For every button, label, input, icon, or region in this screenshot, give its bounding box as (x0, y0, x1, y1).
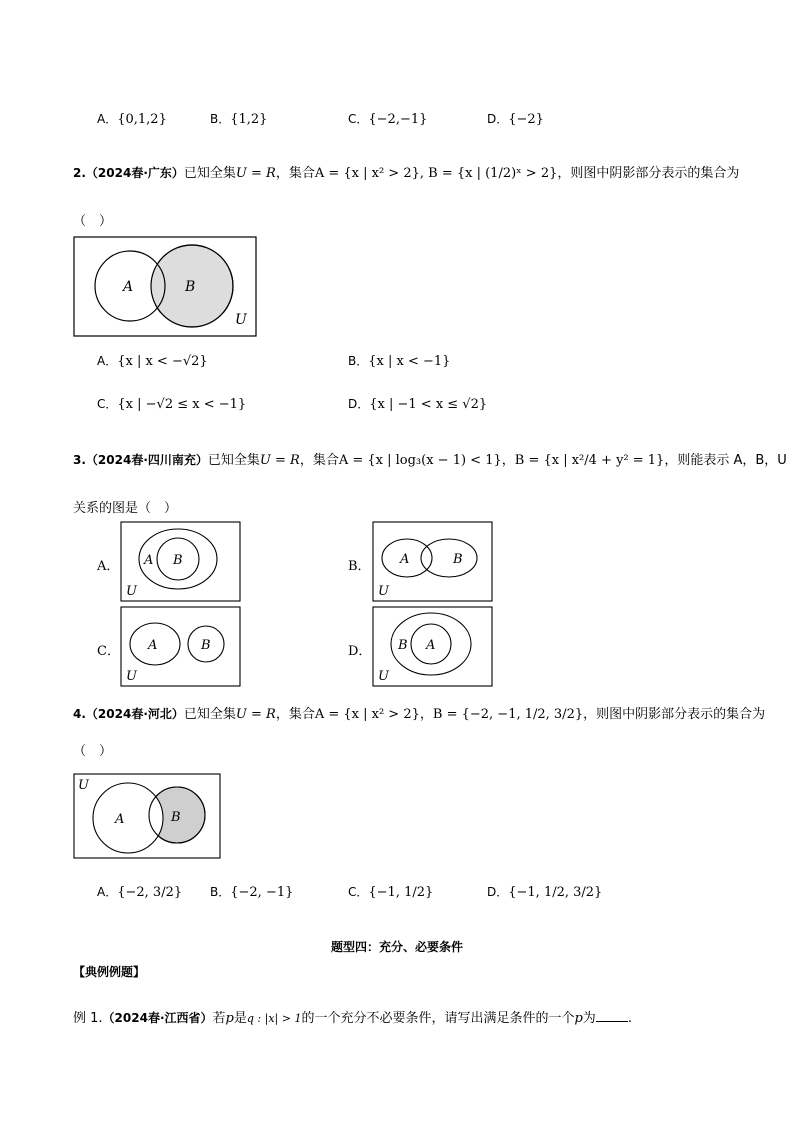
svg-text:B: B (453, 552, 463, 567)
q3-option-c-label: C． (97, 644, 120, 659)
svg-text:B: B (173, 553, 183, 568)
q4-option-a: A．{−2, 3/2} (97, 885, 183, 900)
svg-text:A: A (148, 638, 158, 653)
q3-option-a-diagram (120, 521, 241, 602)
q4-option-c: C．{−1, 1/2} (348, 885, 434, 900)
svg-text:A: A (144, 553, 154, 568)
q2-paren: （ ） (73, 214, 113, 229)
q4-venn-diagram (73, 773, 222, 860)
q4-stem: 4.（2024春·河北）已知全集U = R，集合A = {x | x² > 2}，B = {−2, −1, 1/2, 3/2}，则图中阴影部分表示的集合为 (73, 707, 766, 722)
q2-option-d: D．{x | −1 < x ≤ √2} (348, 397, 488, 412)
q4-option-b: B．{−2, −1} (210, 885, 294, 900)
section-title: 题型四：充分、必要条件 (330, 940, 463, 954)
q1-option-c: C．{−2,−1} (348, 112, 428, 127)
q2-venn-overlay (73, 236, 258, 338)
label-a: A (115, 812, 125, 827)
svg-text:A: A (426, 638, 436, 653)
q4-paren: （ ） (73, 744, 113, 759)
q1-option-d: D．{−2} (487, 112, 544, 127)
q3-option-d-diagram (372, 606, 493, 687)
q4-option-d: D．{−1, 1/2, 3/2} (487, 885, 603, 900)
q3-option-d-label: D． (348, 644, 372, 659)
label-u: U (235, 312, 247, 328)
q1-option-a: A．{0,1,2} (97, 112, 167, 127)
example1-text: 例 1.（2024春·江西省）若p是q : |x| > 1的一个充分不必要条件，请写出满足条件的一个p为 . (73, 1011, 632, 1026)
q3-line2: 关系的图是（ ） (73, 501, 178, 516)
q3-option-a-label: A． (97, 559, 120, 574)
q1-option-b: B．{1,2} (210, 112, 268, 127)
label-a: A (123, 279, 134, 295)
q2-stem: 2.（2024春·广东）已知全集U = R，集合A = {x | x² > 2}, B = {x | (1/2)ˣ > 2}，则图中阴影部分表示的集合为 (73, 166, 740, 181)
q2-option-b: B．{x | x < −1} (348, 354, 451, 369)
q3-option-b-label: B． (348, 559, 371, 574)
svg-text:U: U (126, 669, 137, 684)
label-b: B (185, 279, 196, 295)
q3-stem: 3.（2024春·四川南充）已知全集U = R，集合A = {x | log₃(x − 1) < 1}，B = {x | x²/4 + y² = 1}，则能表示 A，B，U (73, 453, 787, 468)
q2-option-c: C．{x | −√2 ≤ x < −1} (97, 397, 247, 412)
svg-text:U: U (378, 584, 389, 599)
svg-text:B: B (398, 638, 408, 653)
label-u: U (78, 778, 89, 793)
svg-text:U: U (126, 584, 137, 599)
svg-text:U: U (378, 669, 389, 684)
example-header: 【典例例题】 (73, 965, 146, 979)
q3-option-b-diagram (372, 521, 493, 602)
q2-option-a: A．{x | x < −√2} (97, 354, 208, 369)
label-b: B (171, 810, 181, 825)
svg-text:B: B (201, 638, 211, 653)
q3-option-c-diagram (120, 606, 241, 687)
svg-text:A: A (400, 552, 410, 567)
answer-blank[interactable] (596, 1011, 628, 1022)
